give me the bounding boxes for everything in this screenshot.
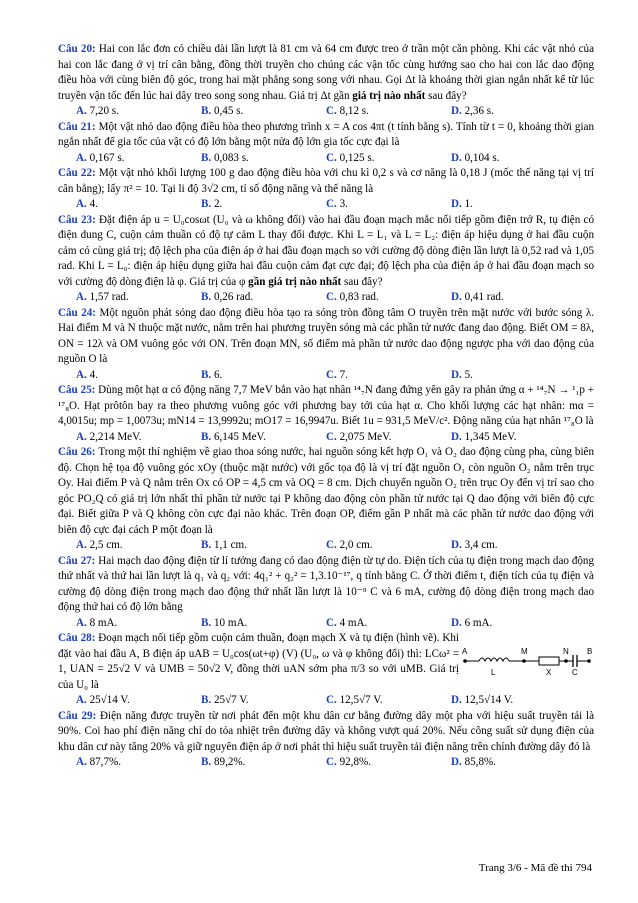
option-letter: B.	[201, 151, 212, 164]
option-c[interactable]	[326, 104, 451, 120]
option-letter: B.	[201, 291, 212, 303]
option-letter: C.	[326, 756, 337, 768]
option-c[interactable]	[326, 197, 451, 213]
option-text: 2,5 cm.	[89, 539, 123, 551]
option-letter: B.	[201, 105, 212, 117]
option-c[interactable]	[326, 290, 451, 306]
option-text: 8,12 s.	[339, 105, 369, 117]
question-text: Điện năng được truyền từ nơi phát đến một khu dân cư bằng đường dây một pha với hiệu suất truyền tải là 90%. Coi hao phí điện năng chỉ do tỏa nhiệt trên đường dây và không vượt quá 20%. Nếu công suất sử dụng điện của khu dân cư này tăng 20% và giữ nguyên điện áp ở nơi phát thì hiệu suất truyền tải điện năng trên chính đường dây đó là	[58, 709, 594, 753]
question-number: Câu 28:	[58, 632, 96, 644]
answer-options	[76, 430, 594, 446]
inductor-coil	[479, 658, 509, 661]
option-d[interactable]	[451, 197, 576, 213]
option-letter: B.	[201, 368, 212, 381]
circuit-label: L	[491, 668, 496, 677]
option-b[interactable]	[201, 368, 326, 384]
question-26	[58, 445, 594, 538]
question-number: Câu 27:	[58, 554, 96, 567]
question-number: Câu 21:	[58, 120, 96, 133]
option-text: 7,20 s.	[89, 105, 119, 117]
option-letter: A.	[76, 198, 87, 210]
option-text: 10 mA.	[213, 616, 248, 629]
option-b[interactable]	[201, 755, 326, 771]
question-29	[58, 709, 594, 756]
option-text: 8 mA.	[89, 616, 118, 629]
circuit-diagram	[459, 647, 594, 677]
option-a[interactable]	[76, 151, 201, 167]
option-d[interactable]	[451, 693, 576, 709]
option-letter: B.	[201, 198, 212, 210]
option-text: 12,5√14 V.	[464, 694, 514, 706]
option-letter: B.	[201, 756, 212, 768]
question-27	[58, 554, 594, 616]
option-text: 0,104 s.	[464, 151, 500, 164]
option-b[interactable]	[201, 197, 326, 213]
terminal-b	[587, 659, 591, 663]
question-emphasis: gần giá trị nào nhất	[248, 275, 342, 288]
question-text: Một nguồn phát sóng dao động điều hòa tạo ra sóng tròn đồng tâm O truyền trên mặt nước với bước sóng λ. Hai điểm M và N thuộc mặt nước, nằm trên hai phương truyền sóng mà các phần tử nước đang dao động. Biết OM = 8λ, ON = 12λ và OM vuông góc với ON. Trên đoạn MN, số điểm mà phần tử nước dao động ngược pha với dao động của nguồn O là	[58, 306, 594, 365]
question-text: Trong một thí nghiệm về giao thoa sóng nước, hai nguồn sóng kết hợp O₁ và O₂ dao động cùng pha, cùng biên độ. Chọn hệ tọa độ vuông góc xOy (thuộc mặt nước) với gốc tọa độ là vị trí đặt nguồn O₁ còn nguồn O₂ nằm trên trục Oy. Hai điểm P và Q nằm trên Ox có OP = 4,5 cm và OQ = 8 cm. Dịch chuyển nguồn O₂ trên trục Oy đến vị trí sao cho góc PO₂Q có giá trị lớn nhất thì phần tử nước tại P không dao động còn phần tử nước tại Q dao động với biên độ cực đại. Biết giữa P và Q không còn cực đại nào khác. Trên đoạn OP, điểm gần P nhất mà các phần tử nước dao động với biên độ cực đại cách P một đoạn là	[58, 446, 595, 536]
option-letter: A.	[76, 368, 87, 381]
option-text: 4.	[89, 368, 98, 381]
question-number: Câu 23:	[58, 213, 96, 226]
circuit-label: X	[546, 668, 552, 677]
option-a[interactable]	[76, 290, 201, 306]
option-text: 0,26 rad.	[213, 291, 254, 303]
option-text: 4.	[89, 198, 98, 210]
option-c[interactable]	[326, 368, 451, 384]
option-text: 6.	[213, 368, 223, 381]
option-text: 0,83 rad.	[339, 291, 379, 303]
option-letter: A.	[76, 151, 87, 164]
option-text: 87,7%.	[89, 756, 122, 768]
question-text: Hai con lắc đơn có chiều dài lần lượt là 81 cm và 64 cm được treo ở trần một căn phòng. Khi các vật nhỏ của hai con lắc đang ở vị trí cân bằng, đồng thời truyền cho chúng các vận tốc cùng hướng sao cho hai con lắc dao động điều hòa với cùng biên độ góc, trong hai mặt phẳng song song với nhau. Gọi Δt là khoảng thời gian ngắn nhất kể từ lúc truyền vận tốc đến lúc hai dây treo song song nhau. Giá trị Δt gần	[58, 43, 594, 102]
option-letter: C.	[326, 616, 337, 629]
option-text: 25√14 V.	[89, 694, 130, 706]
option-d[interactable]	[451, 368, 576, 384]
option-letter: A.	[76, 756, 87, 768]
option-text: 1.	[464, 198, 473, 210]
question-28-row	[58, 631, 594, 693]
option-text: 6 mA.	[464, 616, 493, 629]
option-text: 0,125 s.	[339, 151, 375, 164]
option-text: 2,214 MeV.	[89, 430, 142, 443]
option-letter: C.	[326, 430, 337, 443]
answer-options	[76, 693, 594, 709]
question-text: Đặt điện áp u = U₀cosωt (U₀ và ω không đổi) vào hai đầu đoạn mạch mắc nối tiếp gồm điện trở R, tụ điện có điện dung C, cuộn cảm thuần có độ tự cảm L thay đổi được. Khi L = L₁ và L = L₂: điện áp hiệu dụng ở hai đầu cuộn cảm có cùng giá trị; độ lệch pha của điện áp ở hai đầu đoạn mạch so với cường độ dòng điện lần lượt là 0,52 rad và 1,05 rad. Khi L = L₀: điện áp hiệu dụng giữa hai đầu cuộn cảm đạt cực đại; độ lệch pha của điện áp ở hai đầu đoạn mạch so với cường độ dòng điện là φ. Giá trị của φ	[58, 213, 595, 288]
question-25	[58, 383, 594, 430]
option-b[interactable]	[201, 290, 326, 306]
circuit-label: C	[572, 668, 578, 677]
option-letter: A.	[76, 694, 87, 706]
option-letter: C.	[326, 198, 337, 210]
option-b[interactable]	[201, 430, 326, 446]
option-letter: D.	[451, 198, 462, 210]
option-letter: D.	[451, 756, 462, 768]
option-text: 85,8%.	[464, 756, 497, 768]
option-text: 7.	[339, 368, 348, 381]
option-text: 3.	[339, 198, 348, 210]
option-c[interactable]	[326, 693, 451, 709]
option-a[interactable]	[76, 430, 201, 446]
option-text: 4 mA.	[339, 616, 368, 629]
option-text: 6,145 MeV.	[213, 430, 266, 443]
option-letter: A.	[76, 430, 87, 443]
question-text: Dùng một hạt α có động năng 7,7 MeV bắn vào hạt nhân ¹⁴₇N đang đứng yên gây ra phản ứng α + ¹⁴₇N → ¹₁p + ¹⁷₈O. Hạt prôtôn bay ra theo phương vuông góc với phương bay tới của hạt α. Cho khối lượng các hạt nhân: mα = 4,0015u; mp = 1,0073u; mN14 = 13,9992u; mO17 = 16,9947u. Biết 1u = 931,5 MeV/c². Động năng của hạt nhân ¹⁷₈O là	[58, 384, 594, 427]
option-text: 2,075 MeV.	[339, 430, 392, 443]
option-text: 1,1 cm.	[213, 539, 247, 551]
option-b[interactable]	[201, 538, 326, 554]
option-c[interactable]	[326, 430, 451, 446]
option-letter: B.	[201, 539, 212, 551]
question-28	[58, 631, 459, 693]
option-text: 0,083 s.	[213, 151, 249, 164]
option-a[interactable]	[76, 755, 201, 771]
question-number: Câu 25:	[58, 384, 96, 396]
option-letter: A.	[76, 105, 87, 117]
option-text: 2.	[213, 198, 223, 210]
option-letter: C.	[326, 105, 337, 117]
circuit-label: N	[563, 647, 569, 656]
answer-options	[76, 755, 594, 771]
option-b[interactable]	[201, 693, 326, 709]
question-number: Câu 20:	[58, 43, 96, 55]
option-text: 2,0 cm.	[339, 539, 373, 551]
option-letter: C.	[326, 368, 337, 381]
option-letter: B.	[201, 694, 212, 706]
question-21	[58, 120, 594, 151]
option-d[interactable]	[451, 538, 576, 554]
question-22	[58, 166, 594, 197]
question-number: Câu 29:	[58, 709, 97, 722]
option-text: 1,345 MeV.	[464, 430, 517, 443]
answer-options	[76, 197, 594, 213]
option-text: 0,41 rad.	[464, 291, 504, 303]
question-text: Đoạn mạch nối tiếp gồm cuộn cảm thuần, đoạn mạch X và tụ điện (hình vẽ). Khi đặt vào hai đầu A, B điện áp uAB = U₀cos(ωt+φ) (V) (U₀, ω và φ không đổi) thì: LCω² = 1, UAN = 25√2 V và UMB = 50√2 V, đồng thời uAN sớm pha π/3 so với uMB. Giá trị của U₀ là	[58, 632, 459, 691]
answer-options	[76, 104, 594, 120]
option-a[interactable]	[76, 104, 201, 120]
option-text: 2,36 s.	[464, 105, 494, 117]
option-c[interactable]	[326, 151, 451, 167]
option-letter: C.	[326, 291, 337, 303]
option-b[interactable]	[201, 151, 326, 167]
option-letter: D.	[451, 616, 462, 629]
option-text: 1,57 rad.	[89, 291, 129, 303]
node-n	[564, 659, 568, 663]
question-text: Hai mạch dao động điện từ lí tưởng đang có dao động điện từ tự do. Điện tích của tụ điện trong mạch dao động thứ nhất và thứ hai lần lượt là q₁ và q₂ với: 4q₁² + q₂² = 1,3.10⁻¹⁷, q tính bằng C. Ở thời điểm t, điện tích của tụ điện và cường độ dòng điện trong mạch dao động thứ nhất lần lượt là 10⁻⁹ C và 6 mA, cường độ dòng điện trong mạch dao động thứ hai có độ lớn bằng	[58, 554, 595, 613]
question-24	[58, 306, 594, 368]
option-d[interactable]	[451, 104, 576, 120]
question-number: Câu 26:	[58, 446, 96, 458]
question-tail: sau đây?	[428, 89, 467, 102]
terminal-a	[463, 659, 467, 663]
option-text: 3,4 cm.	[464, 539, 498, 551]
option-letter: C.	[326, 151, 337, 164]
option-text: 92,8%.	[339, 756, 372, 768]
option-letter: D.	[451, 368, 462, 381]
circuit-label: B	[587, 647, 593, 656]
question-tail: sau đây?	[344, 275, 383, 288]
option-c[interactable]	[326, 538, 451, 554]
option-d[interactable]	[451, 151, 576, 167]
option-text: 25√7 V.	[213, 694, 249, 706]
option-letter: D.	[451, 105, 462, 117]
answer-options	[76, 368, 594, 384]
option-d[interactable]	[451, 430, 576, 446]
option-letter: D.	[451, 430, 462, 443]
question-20	[58, 42, 594, 104]
option-a[interactable]	[76, 693, 201, 709]
option-text: 0,45 s.	[213, 105, 244, 117]
option-text: 5.	[464, 368, 473, 381]
option-text: 0,167 s.	[89, 151, 125, 164]
option-text: 89,2%.	[213, 756, 246, 768]
option-letter: C.	[326, 539, 337, 551]
option-letter: D.	[451, 694, 462, 706]
option-d[interactable]	[451, 616, 576, 632]
node-m	[522, 659, 526, 663]
option-letter: B.	[201, 430, 212, 443]
option-c[interactable]	[326, 755, 451, 771]
answer-options	[76, 616, 594, 632]
option-letter: D.	[451, 539, 462, 551]
question-number: Câu 24:	[58, 306, 96, 319]
option-letter: B.	[201, 616, 212, 629]
option-b[interactable]	[201, 616, 326, 632]
option-a[interactable]	[76, 368, 201, 384]
option-b[interactable]	[201, 104, 326, 120]
page-footer: Trang 3/6 - Mã đề thi 794	[478, 862, 592, 874]
question-text: Một vật nhỏ dao động điều hòa theo phương trình x = A cos 4πt (t tính bằng s). Tính từ t = 0, khoảng thời gian ngắn nhất để gia tốc của vật có độ lớn bằng một nửa độ lớn gia tốc cực đại là	[58, 120, 595, 148]
option-letter: D.	[451, 291, 462, 303]
question-text: Một vật nhỏ khối lượng 100 g dao động điều hòa với chu kì 0,2 s và cơ năng là 0,18 J (mốc thế năng tại vị trí cân bằng); lấy π² = 10. Tại li độ 3√2 cm, tỉ số động năng và thế năng là	[58, 167, 594, 195]
answer-options	[76, 151, 594, 167]
element-x-box	[539, 657, 559, 665]
answer-options	[76, 290, 594, 306]
option-letter: A.	[76, 539, 87, 551]
question-emphasis: giá trị nào nhất	[352, 89, 426, 102]
question-number: Câu 22:	[58, 167, 96, 179]
option-a[interactable]	[76, 616, 201, 632]
option-d[interactable]	[451, 755, 576, 771]
exam-page	[58, 42, 594, 771]
option-letter: D.	[451, 151, 462, 164]
option-c[interactable]	[326, 616, 451, 632]
option-text: 12,5√7 V.	[339, 694, 383, 706]
circuit-label: M	[521, 647, 528, 656]
option-letter: A.	[76, 616, 87, 629]
option-d[interactable]	[451, 290, 576, 306]
answer-options	[76, 538, 594, 554]
option-letter: C.	[326, 694, 337, 706]
option-letter: A.	[76, 291, 87, 303]
option-a[interactable]	[76, 538, 201, 554]
option-a[interactable]	[76, 197, 201, 213]
circuit-label: A	[462, 647, 468, 656]
question-23	[58, 213, 594, 291]
